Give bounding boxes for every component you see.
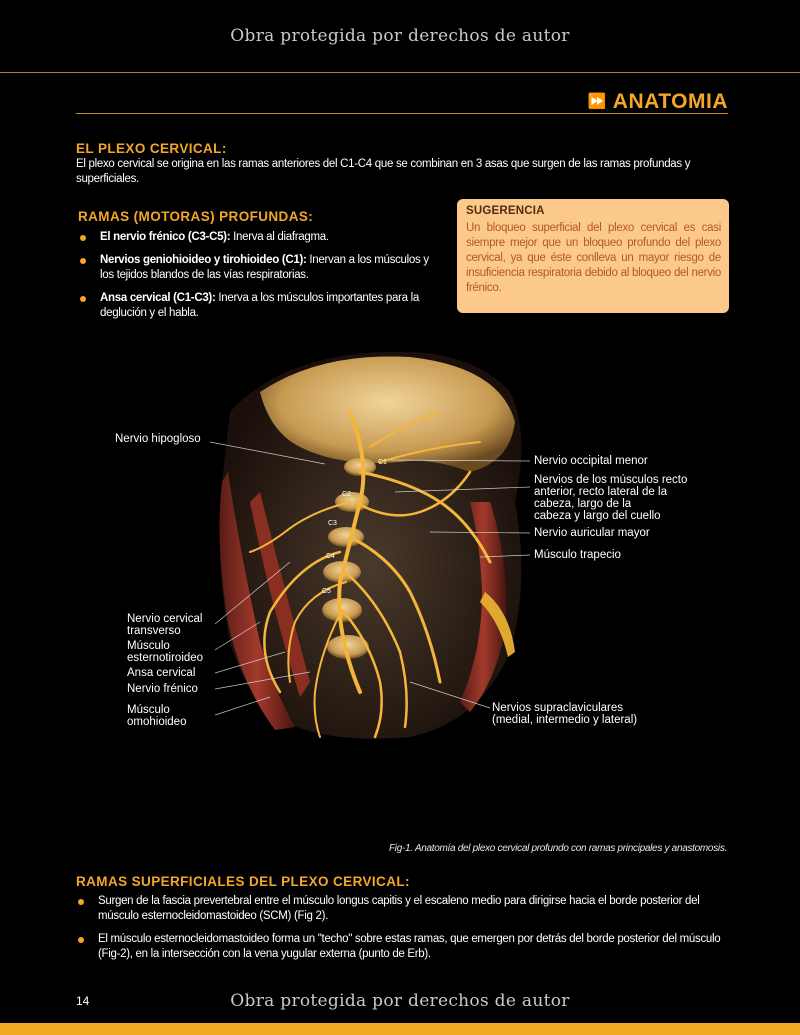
list-item	[78, 291, 438, 321]
fast-forward-icon: ⏩	[587, 93, 607, 110]
vertebra-label: C4	[326, 553, 335, 560]
watermark-bottom: Obra protegida por derechos de autor	[230, 991, 570, 1011]
title-rule	[76, 113, 728, 114]
item-bold: Nervios geniohioideo y tirohioideo (C1):	[100, 254, 307, 266]
profundas-list	[78, 230, 438, 329]
section-title-text: ANATOMIA	[612, 90, 728, 113]
superficiales-list	[76, 894, 731, 970]
profundas-heading: RAMAS (MOTORAS) PROFUNDAS:	[78, 209, 314, 224]
item-text: Inerva al diafragma.	[230, 231, 329, 243]
superficiales-heading: RAMAS SUPERFICIALES DEL PLEXO CERVICAL:	[76, 874, 410, 889]
anatomy-illustration	[110, 352, 730, 742]
label-musculo-omohioideo: Músculo omohioideo	[127, 704, 187, 728]
list-item: El músculo esternocleidomastoideo forma un "techo" sobre estas ramas, que emergen por detrás del borde posterior del músculo (Fig-2), en la intersección con la vena yugular externa (punto de Erb).	[76, 932, 731, 962]
label-nervios-supraclaviculares: Nervios supraclaviculares (medial, intermedio y lateral)	[492, 702, 638, 726]
suggestion-text: Un bloqueo superficial del plexo cervical es casi siempre mejor que un bloqueo profundo del plexo cervical, ya que éste conlleva un mayor riesgo de insuficiencia respiratoria debido al bloqueo del nervio frénico.	[466, 222, 721, 294]
vertebra-label: C5	[322, 588, 331, 595]
list-item	[78, 253, 438, 283]
header-rule	[0, 72, 800, 73]
vertebra-label: C3	[328, 520, 337, 527]
label-nervios-musculos-recto: Nervios de los músculos recto anterior, recto lateral de la cabeza, largo de la cabeza y largo del cuello	[534, 474, 688, 522]
item-text: Inervan a los músculos y los tejidos blandos de las vías respiratorias.	[100, 254, 429, 281]
page-number: 14	[76, 994, 90, 1008]
label-nervio-hipogloso: Nervio hipogloso	[115, 433, 201, 445]
footer-bar	[0, 1023, 800, 1035]
label-nervio-occipital-menor: Nervio occipital menor	[534, 455, 648, 467]
watermark-top: Obra protegida por derechos de autor	[230, 26, 570, 46]
item-bold: El nervio frénico (C3-C5):	[100, 231, 231, 243]
suggestion-box	[457, 199, 729, 313]
section-title	[588, 90, 728, 114]
label-ansa-cervical: Ansa cervical	[127, 667, 196, 679]
plexo-text: El plexo cervical se origina en las ramas anteriores del C1-C4 que se combinan en 3 asas que surgen de las ramas profundas y superficiales.	[76, 158, 691, 185]
vertebra-label: C1	[378, 459, 387, 466]
label-nervio-auricular-mayor: Nervio auricular mayor	[534, 527, 650, 539]
label-nervio-cervical-transverso: Nervio cervical transverso	[127, 613, 203, 637]
suggestion-title: SUGERENCIA	[466, 205, 545, 217]
anatomy-figure	[110, 352, 730, 742]
item-bold: Ansa cervical (C1-C3):	[100, 292, 216, 304]
label-musculo-esternotiroideo: Músculo esternotiroideo	[127, 640, 204, 664]
figure-caption: Fig-1. Anatomía del plexo cervical profundo con ramas principales y anastomosis.	[388, 843, 727, 854]
label-musculo-trapecio: Músculo trapecio	[534, 549, 621, 561]
vertebra-label: C2	[342, 491, 351, 498]
label-nervio-frenico: Nervio frénico	[127, 683, 198, 695]
item-text: Inerva a los músculos importantes para la deglución y el habla.	[100, 292, 419, 319]
list-item: Surgen de la fascia prevertebral entre el músculo longus capitis y el escaleno medio para dirigirse hacia el borde posterior del músculo esternocleidomastoideo (SCM) (Fig 2).	[76, 894, 731, 924]
plexo-heading: EL PLEXO CERVICAL:	[76, 141, 227, 156]
list-item	[78, 230, 438, 245]
